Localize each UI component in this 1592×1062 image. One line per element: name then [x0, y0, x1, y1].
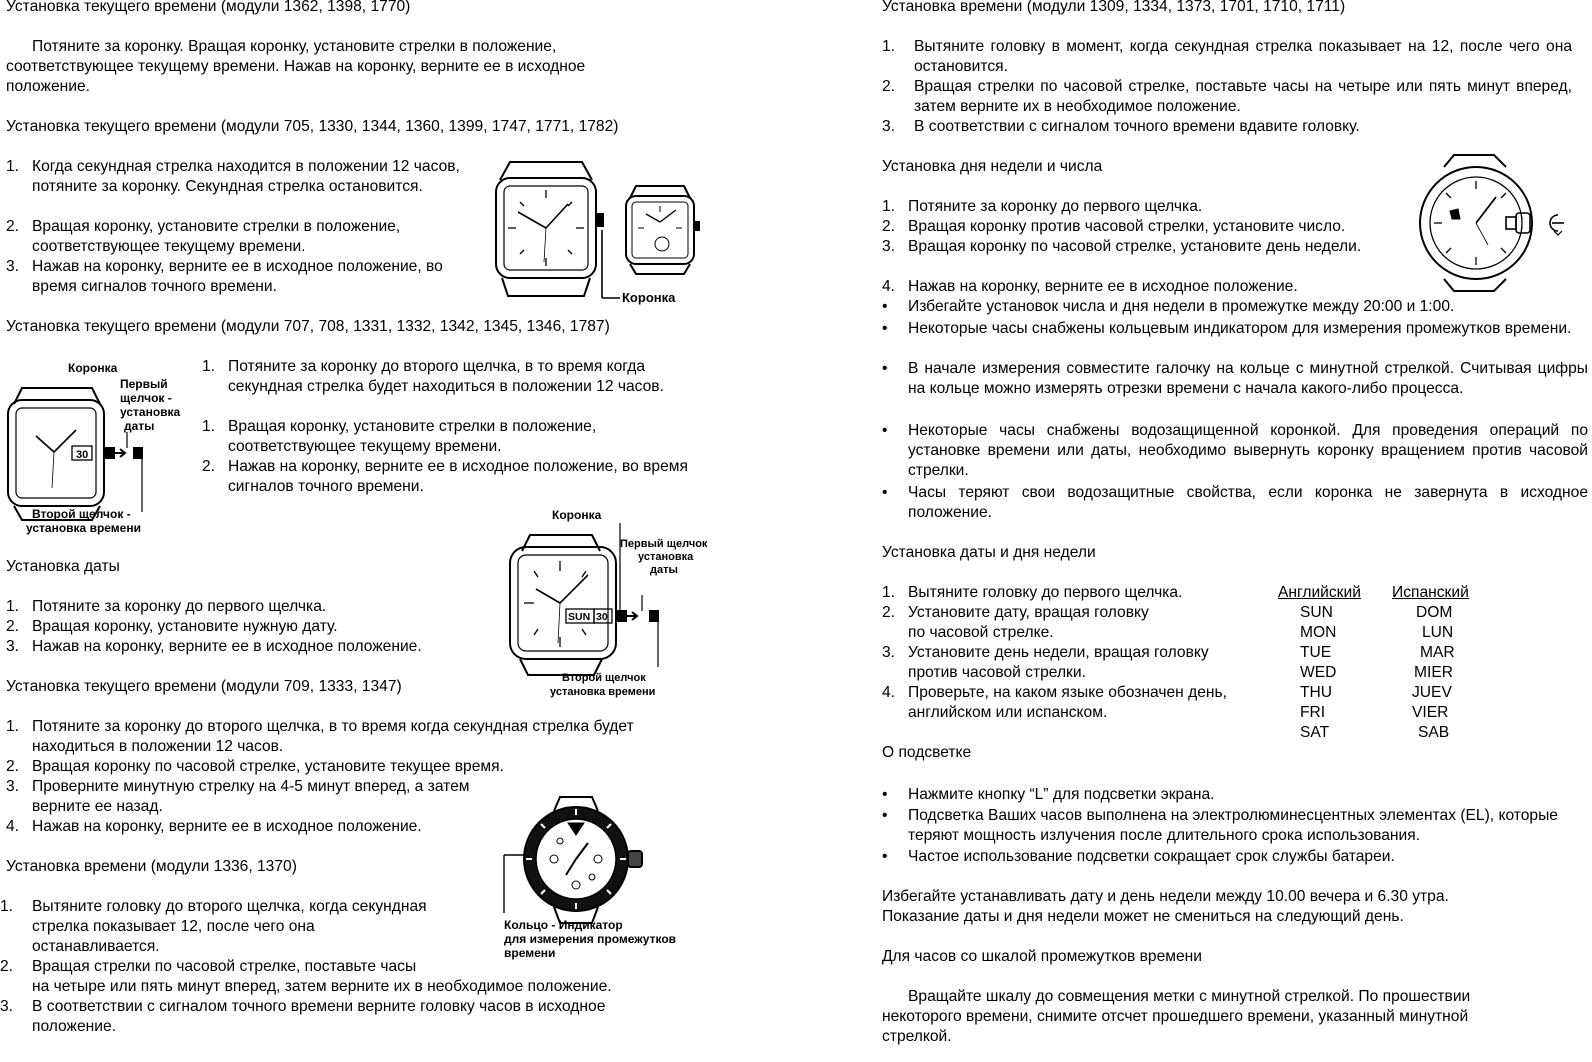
- watch-figure-bezel: [496, 795, 716, 970]
- avoid-note-line2: Показание даты и дня недели может не смениться на следующий день.: [882, 908, 1404, 925]
- list-item: [202, 457, 702, 497]
- heading-time-707: Установка текущего времени (модули 707, 708, 1331, 1332, 1342, 1345, 1346, 1787): [6, 318, 610, 335]
- item-number: 4.: [6, 818, 20, 835]
- list-item: [6, 637, 486, 657]
- day-es: MAR: [1420, 644, 1455, 661]
- interval-para-line: стрелкой.: [882, 1028, 952, 1045]
- first-click-label-1: Первый: [120, 377, 168, 391]
- item-text-line: Установите дату, вращая головку: [908, 604, 1149, 621]
- watch-figure-day-date: [500, 505, 716, 705]
- day-es: SAB: [1418, 724, 1450, 741]
- list-item: [202, 357, 702, 417]
- day-en: SAT: [1300, 724, 1330, 741]
- list-item: [882, 197, 1402, 217]
- item-text-line: Вытяните головку до первого щелчка.: [908, 584, 1183, 601]
- day-es: JUEV: [1412, 684, 1452, 701]
- day-window-label: SUN: [568, 611, 591, 623]
- item-text-line: останавливается.: [32, 938, 160, 955]
- item-number: 1.: [6, 158, 20, 175]
- day-en: TUE: [1300, 644, 1332, 661]
- second-click-label-1: Второй щелчок: [562, 672, 646, 684]
- item-number: 4.: [882, 278, 896, 295]
- item-number: 2.: [882, 78, 896, 95]
- item-number: 2.: [882, 604, 896, 621]
- crown-label: Коронка: [622, 290, 676, 305]
- bullet-text: Часы теряют свои водозащитные свойства, если коронка не завернута в исходное положение.: [908, 484, 1588, 521]
- day-en: SUN: [1300, 604, 1333, 621]
- list-item: [882, 77, 1572, 117]
- item-number: 3.: [882, 644, 896, 661]
- item-number: 2.: [6, 758, 20, 775]
- bullet-text: В начале измерения совместите галочку на кольце с минутной стрелкой. Считывая цифры на кольце можно измерять отрезки времени с начала какого-либо процесса.: [908, 360, 1588, 397]
- item-text: Вращая коронку, установите стрелки в положение, соответствующее текущему времени.: [228, 418, 597, 455]
- bullet-icon: •: [882, 320, 888, 337]
- item-text: Вращая коронку против часовой стрелки, установите число.: [908, 218, 1346, 235]
- heading-day-date: Установка дня недели и числа: [882, 158, 1103, 175]
- item-text-line: В соответствии с сигналом точного времени верните головку часов в исходное: [32, 998, 606, 1015]
- item-text: Потяните за коронку до первого щелчка.: [908, 198, 1203, 215]
- bezel-label-1: Кольцо - Индикатор: [504, 918, 623, 932]
- item-text: Потяните за коронку до второго щелчка, в то время когда секундная стрелка будет находиться в положении 12 часов.: [228, 358, 664, 395]
- item-text: Проверните минутную стрелку на 4-5 минут вперед, а затем верните ее назад.: [32, 778, 470, 815]
- list-item: [882, 237, 1398, 277]
- avoid-note-bold: Избегайте: [882, 888, 956, 905]
- bullet-text: Избегайте установок числа и дня недели в промежутке между 20:00 и 1:00.: [908, 298, 1455, 315]
- list-item: [6, 777, 486, 817]
- second-click-label-1: Второй щелчок -: [32, 507, 131, 521]
- bullet-item: [882, 483, 1588, 523]
- bullet-icon: •: [882, 786, 888, 803]
- date-window-label: 30: [596, 611, 608, 623]
- bullet-item: [882, 297, 1588, 317]
- item-text: Нажав на коронку, верните ее в исходное положение.: [908, 278, 1298, 295]
- list-item: [882, 277, 1402, 297]
- list-item: [882, 117, 1572, 137]
- item-number: 1.: [202, 418, 216, 435]
- first-click-label-3: даты: [650, 564, 678, 576]
- item-number: 1.: [6, 598, 20, 615]
- item-text-line: английском или испанском.: [908, 704, 1108, 721]
- item-text-line: стрелка показывает 12, после чего она: [32, 918, 315, 935]
- watch-figure-square: [490, 160, 710, 310]
- list-item: [202, 417, 702, 457]
- item-text: Потяните за коронку до второго щелчка, в то время когда секундная стрелка будет находиться в положении 12 часов.: [32, 718, 634, 755]
- list-item: [882, 37, 1572, 77]
- item-text-line: на четыре или пять минут вперед, затем верните их в необходимое положение.: [32, 978, 612, 995]
- item-text: Когда секундная стрелка находится в положении 12 часов, потяните за коронку. Секундная стрелка остановится.: [32, 158, 460, 195]
- item-number: 3.: [6, 258, 20, 275]
- bullet-item: [882, 806, 1588, 846]
- day-es: MIER: [1414, 664, 1453, 681]
- first-click-label-2: установка: [638, 551, 694, 563]
- heading-interval-scale: Для часов со шкалой промежутков времени: [882, 948, 1202, 965]
- watch-figure-round: [1414, 153, 1592, 293]
- heading-time-1309: Установка времени (модули 1309, 1334, 1373, 1701, 1710, 1711): [882, 0, 1346, 15]
- item-text: Вытяните головку в момент, когда секундная стрелка показывает на 12, после чего она остановится.: [914, 38, 1572, 75]
- list-item: [6, 717, 666, 757]
- bezel-label-2: для измерения промежутков: [504, 932, 677, 946]
- item-number: 3.: [0, 998, 14, 1015]
- item-text-line: против часовой стрелки.: [908, 664, 1086, 681]
- item-number: 1.: [202, 358, 216, 375]
- item-number: 2.: [6, 618, 20, 635]
- second-click-label-2: установка времени: [550, 686, 656, 698]
- item-text: В соответствии с сигналом точного времени вдавите головку.: [914, 118, 1360, 135]
- bullet-item: [882, 785, 1588, 805]
- item-text: Вращая коронку по часовой стрелке, установите день недели.: [908, 238, 1362, 255]
- list-item: [6, 757, 666, 777]
- bullet-icon: •: [882, 807, 888, 824]
- list-item: [6, 217, 476, 257]
- item-number: 2.: [0, 958, 14, 975]
- heading-time-1362: Установка текущего времени (модули 1362, 1398, 1770): [6, 0, 411, 15]
- heading-backlight: О подсветке: [882, 744, 972, 761]
- day-es: DOM: [1416, 604, 1453, 621]
- bullet-item: [882, 421, 1588, 481]
- heading-time-1336: Установка времени (модули 1336, 1370): [6, 858, 297, 875]
- list-item: [6, 597, 486, 617]
- bullet-text: Нажмите кнопку “L” для подсветки экрана.: [908, 786, 1215, 803]
- bullet-text: Некоторые часы снабжены водозащищенной коронкой. Для проведения операций по установке времени или даты, необходимо вывернуть коронку вращением против часовой стрелки.: [908, 422, 1588, 479]
- bezel-label-3: времени: [504, 946, 556, 960]
- heading-time-709: Установка текущего времени (модули 709, 1333, 1347): [6, 678, 402, 695]
- item-text: Вращая коронку по часовой стрелке, установите текущее время.: [32, 758, 504, 775]
- day-en: WED: [1300, 664, 1337, 681]
- item-number: 3.: [6, 778, 20, 795]
- list-item: [882, 217, 1402, 237]
- first-click-label-1: Первый щелчок: [620, 538, 708, 550]
- date-window-label: 30: [76, 449, 89, 461]
- item-number: 1.: [882, 198, 896, 215]
- item-number: 1.: [882, 38, 896, 55]
- interval-para-line: некоторого времени, снимите отсчет прошедшего времени, указанный минутной: [882, 1008, 1469, 1025]
- item-text: Вращая коронку, установите стрелки в положение, соответствующее текущему времени.: [32, 218, 401, 255]
- item-text-line: положение.: [32, 1018, 116, 1035]
- first-click-label-2: щелчок -: [120, 391, 172, 405]
- item-number: 3.: [882, 118, 896, 135]
- item-text: Потяните за коронку до первого щелчка.: [32, 598, 327, 615]
- lang-header-spanish: Испанский: [1392, 584, 1469, 601]
- list-item: [6, 257, 476, 297]
- bullet-text: Некоторые часы снабжены кольцевым индикатором для измерения промежутков времени.: [908, 320, 1572, 337]
- item-text-line: Вытяните головку до второго щелчка, когда секундная: [32, 898, 427, 915]
- list-item: [6, 617, 486, 637]
- item-text: Нажав на коронку, верните ее в исходное положение, во время сигналов точного времени.: [228, 458, 688, 495]
- item-number: 1.: [882, 584, 896, 601]
- bullet-item: [882, 319, 1588, 359]
- second-click-label-2: установка времени: [26, 521, 141, 535]
- bullet-text: Подсветка Ваших часов выполнена на электролюминесцентных элементах (EL), которые теряют мощность излучения после длительного срока использования.: [908, 807, 1558, 844]
- list-item: [6, 157, 476, 197]
- item-number: 2.: [882, 218, 896, 235]
- first-click-label-4: даты: [124, 419, 155, 433]
- day-es: VIER: [1412, 704, 1449, 721]
- bullet-text: Частое использование подсветки сокращает срок службы батареи.: [908, 848, 1395, 865]
- item-number: 2.: [6, 218, 20, 235]
- item-number: 1.: [0, 898, 14, 915]
- bullet-item: [882, 359, 1588, 419]
- list-item: [6, 817, 486, 837]
- crown-label: Коронка: [68, 361, 118, 375]
- lang-header-english: Английский: [1278, 584, 1361, 601]
- bullet-icon: •: [882, 298, 888, 315]
- bullet-icon: •: [882, 422, 888, 439]
- bullet-icon: •: [882, 360, 888, 377]
- item-number: 1.: [6, 718, 20, 735]
- item-text-line: Вращая стрелки по часовой стрелке, поставьте часы: [32, 958, 417, 975]
- day-en: MON: [1300, 624, 1337, 641]
- avoid-note-text: устанавливать дату и день недели между 10.00 вечера и 6.30 утра.: [960, 888, 1449, 905]
- item-number: 3.: [882, 238, 896, 255]
- heading-date-weekday: Установка даты и дня недели: [882, 544, 1096, 561]
- item-number: 4.: [882, 684, 896, 701]
- item-text: Вращая коронку, установите нужную дату.: [32, 618, 338, 635]
- day-es: LUN: [1422, 624, 1454, 641]
- item-number: 3.: [6, 638, 20, 655]
- bullet-item: [882, 847, 1588, 867]
- day-en: FRI: [1300, 704, 1326, 721]
- first-click-label-3: установка: [120, 405, 181, 419]
- heading-date: Установка даты: [6, 558, 120, 575]
- heading-time-705: Установка текущего времени (модули 705, 1330, 1344, 1360, 1399, 1747, 1771, 1782): [6, 118, 619, 135]
- para-time-1362: Потяните за коронку. Вращая коронку, установите стрелки в положение, соответствующее текущему времени. Нажав на коронку, верните ее в исходное положение.: [6, 38, 586, 95]
- item-text-line: по часовой стрелке.: [908, 624, 1054, 641]
- bullet-icon: •: [882, 848, 888, 865]
- item-text: Нажав на коронку, верните ее в исходное положение, во время сигналов точного времени.: [32, 258, 443, 295]
- item-number: 2.: [202, 458, 216, 475]
- item-text: Вращая стрелки по часовой стрелке, поставьте часы на четыре или пять минут вперед, затем верните их в необходимое положение.: [914, 78, 1572, 115]
- item-text: Нажав на коронку, верните ее в исходное положение.: [32, 818, 422, 835]
- bullet-icon: •: [882, 484, 888, 501]
- interval-para-line: Вращайте шкалу до совмещения метки с минутной стрелкой. По прошествии: [908, 988, 1471, 1005]
- avoid-note: [882, 887, 1449, 907]
- day-en: THU: [1300, 684, 1333, 701]
- item-text-line: Установите день недели, вращая головку: [908, 644, 1209, 661]
- crown-label: Коронка: [552, 508, 602, 522]
- item-text-line: Проверьте, на каком языке обозначен день,: [908, 684, 1227, 701]
- item-text: Нажав на коронку, верните ее в исходное положение.: [32, 638, 422, 655]
- watch-figure-date: [6, 356, 196, 541]
